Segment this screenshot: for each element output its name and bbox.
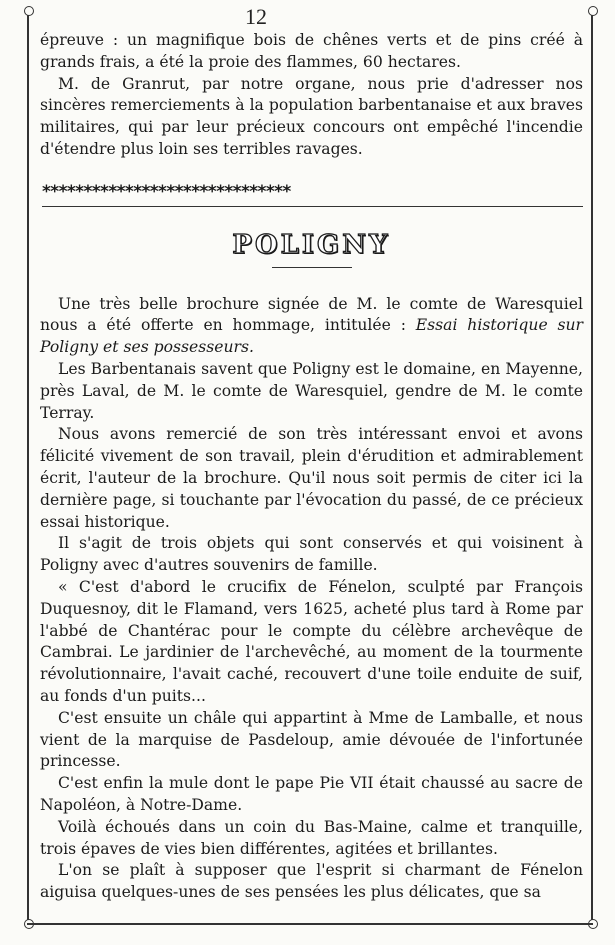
- page-border-right: [591, 10, 593, 925]
- quote-paragraph-4: Voilà échoués dans un coin du Bas-Maine, calme et tranquille, trois épaves de vies bien différentes, agitées et brillantes.: [40, 817, 583, 858]
- intro-paragraph-1: épreuve : un magnifique bois de chênes verts et de pins créé à grands frais, a été la proie des flammes, 60 hectares.: [40, 31, 583, 71]
- intro-paragraph-2: M. de Granrut, par notre organe, nous prie d'adresser nos sincères remerciements à la population barbentanaise et aux braves militaires, qui par leur précieux concours ont empêché l'incendie d'étendre plus loin ses terribles ravages.: [40, 74, 583, 158]
- page-border-bottom: [27, 923, 593, 925]
- page-number: 12: [245, 4, 267, 29]
- quote-paragraph-2: C'est ensuite un châle qui appartint à Mme de Lamballe, et nous vient de la marquise de Pasdeloup, amie dévouée de l'infortunée princesse.: [40, 708, 583, 771]
- quote-paragraph-3: C'est enfin la mule dont le pape Pie VII était chaussé au sacre de Napoléon, à Notre-Dame.: [40, 774, 583, 814]
- section-title: POLIGNY: [232, 229, 391, 260]
- title-underline: [272, 267, 352, 268]
- page-border-left: [27, 10, 29, 925]
- article-paragraph-1: [40, 294, 583, 359]
- brochure-title: Essai historique sur Poligny et ses possesseurs.: [40, 316, 584, 357]
- asterisk-separator: ******************************: [42, 181, 583, 207]
- article-paragraph-2: Les Barbentanais savent que Poligny est le domaine, en Mayenne, près Laval, de M. le comte de Waresquiel, gendre de M. le comte Terray.: [40, 359, 583, 422]
- quote-paragraph-5: L'on se plaît à supposer que l'esprit si charmant de Fénelon aiguisa quelques-unes de ses pensées les plus délicates, que sa: [40, 861, 583, 902]
- page-content: [40, 30, 583, 904]
- quote-paragraph-1: « C'est d'abord le crucifix de Fénelon, sculpté par François Duquesnoy, dit le Flamand, vers 1625, acheté plus tard à Rome par l'abbé de Chantérac pour le compte du célèbre archevêque de Cambrai. Le jardinier de l'archevêché, au moment de la tourmente révolutionnaire, l'avait caché, recouvert d'une toile enduite de suif, au fonds d'un puits...: [40, 577, 583, 705]
- article-paragraph-3: Nous avons remercié de son très intéressant envoi et avons félicité vivement de son travail, plein d'érudition et admirablement écrit, l'auteur de la brochure. Qu'il nous soit permis de citer ici la dernière page, si touchante par l'évocation du passé, de ce précieux essai historique.: [40, 425, 583, 531]
- article-paragraph-1-text: Une très belle brochure signée de M. le comte de Waresquiel nous a été offerte en hommage, intitulée :: [40, 294, 583, 335]
- article-paragraph-4: Il s'agit de trois objets qui sont conservés et qui voisinent à Poligny avec d'autres souvenirs de famille.: [40, 534, 583, 575]
